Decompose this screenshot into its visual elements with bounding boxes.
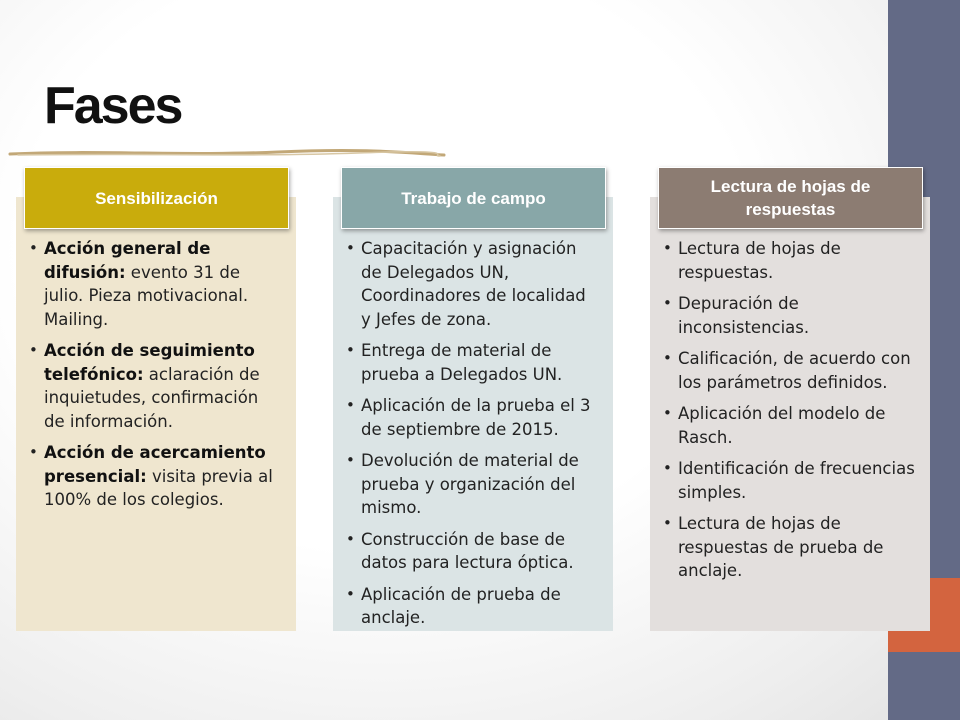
item-text: Aplicación del modelo de Rasch. bbox=[678, 404, 886, 447]
list-item bbox=[346, 528, 599, 575]
bullet-icon: • bbox=[663, 239, 672, 257]
title-underline bbox=[8, 147, 448, 161]
bullet-icon: • bbox=[346, 239, 355, 257]
bullet-icon: • bbox=[663, 459, 672, 477]
phase-column-trabajo-de-campo bbox=[333, 165, 613, 631]
item-text: Identificación de frecuencias simples. bbox=[678, 459, 915, 502]
item-text: Calificación, de acuerdo con los parámetros definidos. bbox=[678, 349, 911, 392]
list-item bbox=[29, 339, 282, 433]
bullet-icon: • bbox=[346, 341, 355, 359]
bullet-icon: • bbox=[29, 443, 38, 461]
phase-body bbox=[333, 197, 613, 631]
list-item bbox=[29, 237, 282, 331]
item-text: visita previa al 100% de los colegios. bbox=[44, 466, 273, 509]
bullet-icon: • bbox=[346, 584, 355, 603]
item-text: Devolución de material de prueba y organización del mismo. bbox=[361, 451, 579, 517]
item-text: Aplicación de prueba de anclaje. bbox=[361, 584, 561, 627]
item-bold-label: Acción general de difusión: bbox=[44, 239, 211, 282]
bullet-icon: • bbox=[346, 529, 355, 548]
bullet-icon: • bbox=[663, 404, 672, 422]
list-item bbox=[663, 292, 916, 339]
bullet-icon: • bbox=[346, 396, 355, 414]
list-item bbox=[663, 402, 916, 449]
bullet-icon: • bbox=[29, 341, 38, 359]
list-item bbox=[346, 339, 599, 386]
item-bold-label: Acción de seguimiento telefónico: bbox=[44, 341, 255, 384]
phase-header: Lectura de hojas de respuestas bbox=[658, 167, 923, 229]
slide-title: Fases bbox=[44, 77, 182, 135]
bullet-icon: • bbox=[663, 294, 672, 312]
list-item bbox=[29, 441, 282, 512]
item-text: Lectura de hojas de respuestas. bbox=[678, 239, 841, 282]
list-item bbox=[346, 583, 599, 630]
list-item bbox=[663, 512, 916, 583]
item-text: Construcción de base de datos para lectura óptica. bbox=[361, 529, 574, 572]
item-text: Aplicación de la prueba el 3 de septiembre de 2015. bbox=[361, 396, 591, 439]
bullet-icon: • bbox=[663, 514, 672, 532]
item-text: Lectura de hojas de respuestas de prueba de anclaje. bbox=[678, 514, 884, 580]
item-text: Entrega de material de prueba a Delegados UN. bbox=[361, 341, 563, 384]
list-item bbox=[346, 394, 599, 441]
list-item bbox=[663, 237, 916, 284]
item-text: Capacitación y asignación de Delegados UN, Coordinadores de localidad y Jefes de zona. bbox=[361, 239, 586, 329]
list-item bbox=[663, 347, 916, 394]
list-item bbox=[346, 449, 599, 520]
bullet-icon: • bbox=[663, 349, 672, 367]
item-text: aclaración de inquietudes, confirmación de información. bbox=[44, 364, 260, 431]
phase-header: Trabajo de campo bbox=[341, 167, 606, 229]
item-text: Depuración de inconsistencias. bbox=[678, 294, 810, 337]
bullet-icon: • bbox=[346, 451, 355, 469]
bullet-icon: • bbox=[29, 239, 38, 257]
phase-column-sensibilizacion bbox=[16, 165, 296, 631]
list-item bbox=[346, 237, 599, 331]
phase-body bbox=[16, 197, 296, 631]
phase-column-lectura-de-hojas bbox=[650, 165, 930, 631]
list-item bbox=[663, 457, 916, 504]
phase-header: Sensibilización bbox=[24, 167, 289, 229]
phase-body bbox=[650, 197, 930, 631]
item-bold-label: Acción de acercamiento presencial: bbox=[44, 443, 266, 486]
item-text: evento 31 de julio. Pieza motivacional. Mailing. bbox=[44, 262, 249, 329]
